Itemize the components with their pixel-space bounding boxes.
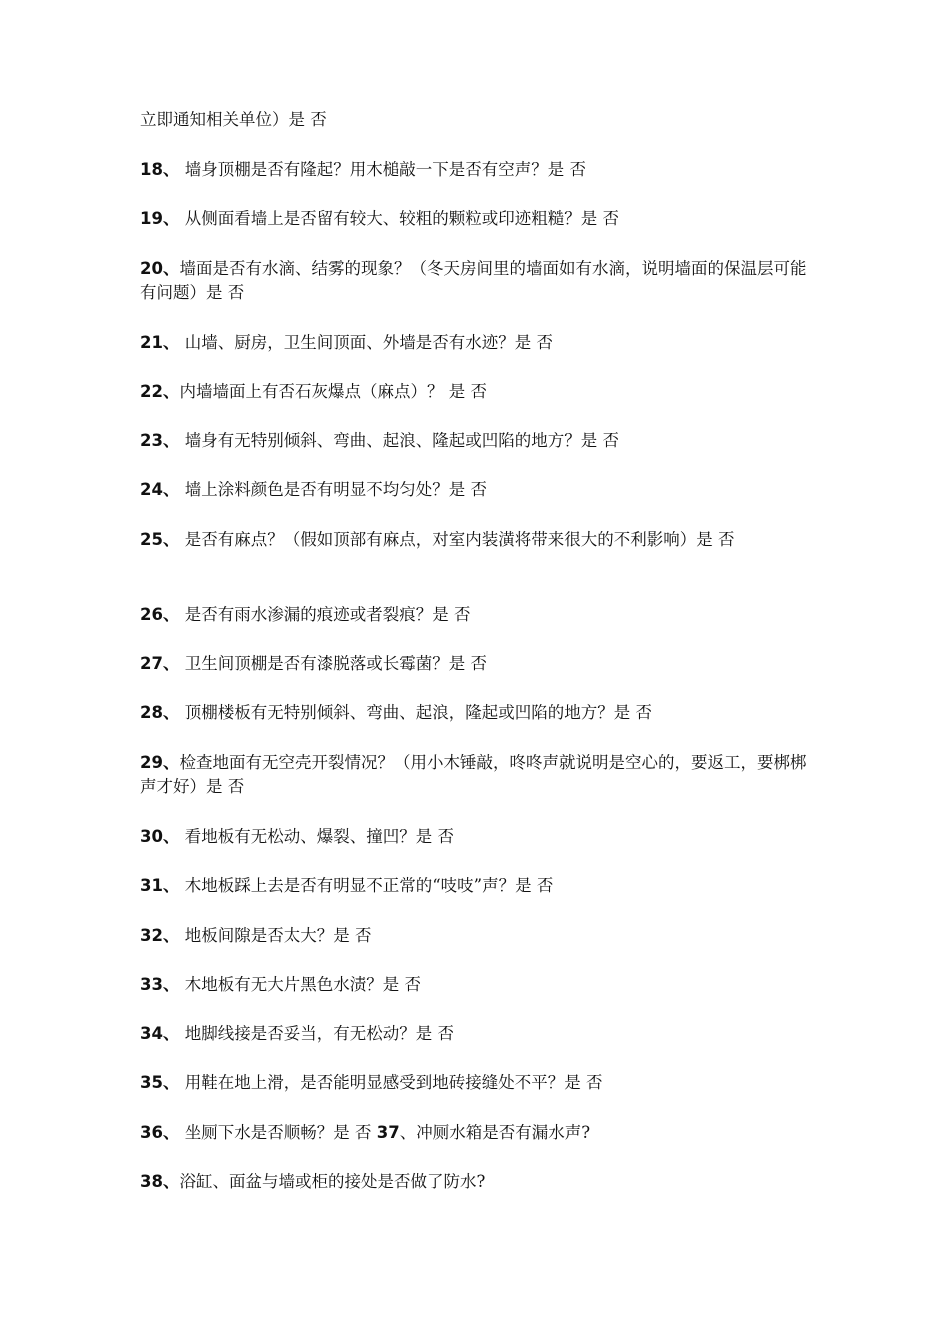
list-item [140, 1121, 820, 1145]
item-number: 29、 [140, 753, 180, 772]
list-item [140, 108, 820, 132]
item-number: 23、 [140, 431, 180, 450]
list-item [140, 207, 820, 231]
item-number: 36、 [140, 1123, 180, 1142]
list-item [140, 973, 820, 997]
item-number: 31、 [140, 876, 180, 895]
item-number: 32、 [140, 926, 180, 945]
item-text: 墙面是否有水滴、结雾的现象？（冬天房间里的墙面如有水滴，说明墙面的保温层可能有问题）是 否 [140, 259, 807, 302]
list-item [140, 158, 820, 182]
item-number: 21、 [140, 333, 180, 352]
item-text: 从侧面看墙上是否留有较大、较粗的颗粒或印迹粗糙？是 否 [179, 209, 619, 228]
item-number: 35、 [140, 1073, 180, 1092]
list-item [140, 528, 820, 552]
item-number: 27、 [140, 654, 180, 673]
item-text: 地脚线接是否妥当，有无松动？是 否 [179, 1024, 454, 1043]
list-item [140, 652, 820, 676]
list-item [140, 825, 820, 849]
item-text: 地板间隙是否太大？是 否 [179, 926, 372, 945]
item-number: 30、 [140, 827, 180, 846]
item-text: 墙身有无特别倾斜、弯曲、起浪、隆起或凹陷的地方？是 否 [179, 431, 619, 450]
item-number: 18、 [140, 160, 180, 179]
item-number: 19、 [140, 209, 180, 228]
list-item [140, 701, 820, 725]
item-text: 是否有雨水渗漏的痕迹或者裂痕？是 否 [179, 605, 471, 624]
item-text: 检查地面有无空壳开裂情况？（用小木锤敲，咚咚声就说明是空心的，要返工，要梆梆声才好）是 否 [140, 753, 807, 796]
list-item [140, 1022, 820, 1046]
list-item [140, 603, 820, 627]
item-number: 26、 [140, 605, 180, 624]
list-item [140, 478, 820, 502]
item-text: 内墙墙面上有否石灰爆点（麻点）？ 是 否 [179, 382, 487, 401]
list-item [140, 257, 820, 305]
list-item [140, 874, 820, 898]
item-number: 38、 [140, 1172, 180, 1191]
item-number-inline: 37 [376, 1123, 400, 1142]
item-text-inline: 、冲厕水箱是否有漏水声? [399, 1123, 591, 1142]
list-item [140, 1071, 820, 1095]
item-text: 墙身顶棚是否有隆起？用木槌敲一下是否有空声？是 否 [179, 160, 586, 179]
item-text: 木地板有无大片黑色水渍？是 否 [179, 975, 421, 994]
item-number: 20、 [140, 259, 180, 278]
item-text: 浴缸、面盆与墙或柜的接处是否做了防水? [179, 1172, 486, 1191]
item-number: 24、 [140, 480, 180, 499]
list-item [140, 380, 820, 404]
list-item [140, 924, 820, 948]
item-text: 立即通知相关单位）是 否 [140, 110, 327, 129]
item-text: 看地板有无松动、爆裂、撞凹？是 否 [179, 827, 454, 846]
item-number: 22、 [140, 382, 180, 401]
item-number: 25、 [140, 530, 180, 549]
item-text: 墙上涂料颜色是否有明显不均匀处？是 否 [179, 480, 487, 499]
list-item [140, 751, 820, 799]
item-text: 用鞋在地上滑，是否能明显感受到地砖接缝处不平？是 否 [179, 1073, 603, 1092]
item-text: 是否有麻点？（假如顶部有麻点，对室内装潢将带来很大的不利影响）是 否 [179, 530, 735, 549]
item-number: 34、 [140, 1024, 180, 1043]
item-number: 33、 [140, 975, 180, 994]
item-text: 木地板踩上去是否有明显不正常的“吱吱”声？是 否 [179, 876, 554, 895]
item-text: 坐厕下水是否顺畅？是 否 [179, 1123, 377, 1142]
list-item [140, 1170, 820, 1194]
item-number: 28、 [140, 703, 180, 722]
list-item [140, 331, 820, 355]
item-text: 顶棚楼板有无特别倾斜、弯曲、起浪，隆起或凹陷的地方？是 否 [179, 703, 652, 722]
item-text: 山墙、厨房，卫生间顶面、外墙是否有水迹？是 否 [179, 333, 553, 352]
list-item [140, 429, 820, 453]
item-text: 卫生间顶棚是否有漆脱落或长霉菌？是 否 [179, 654, 487, 673]
